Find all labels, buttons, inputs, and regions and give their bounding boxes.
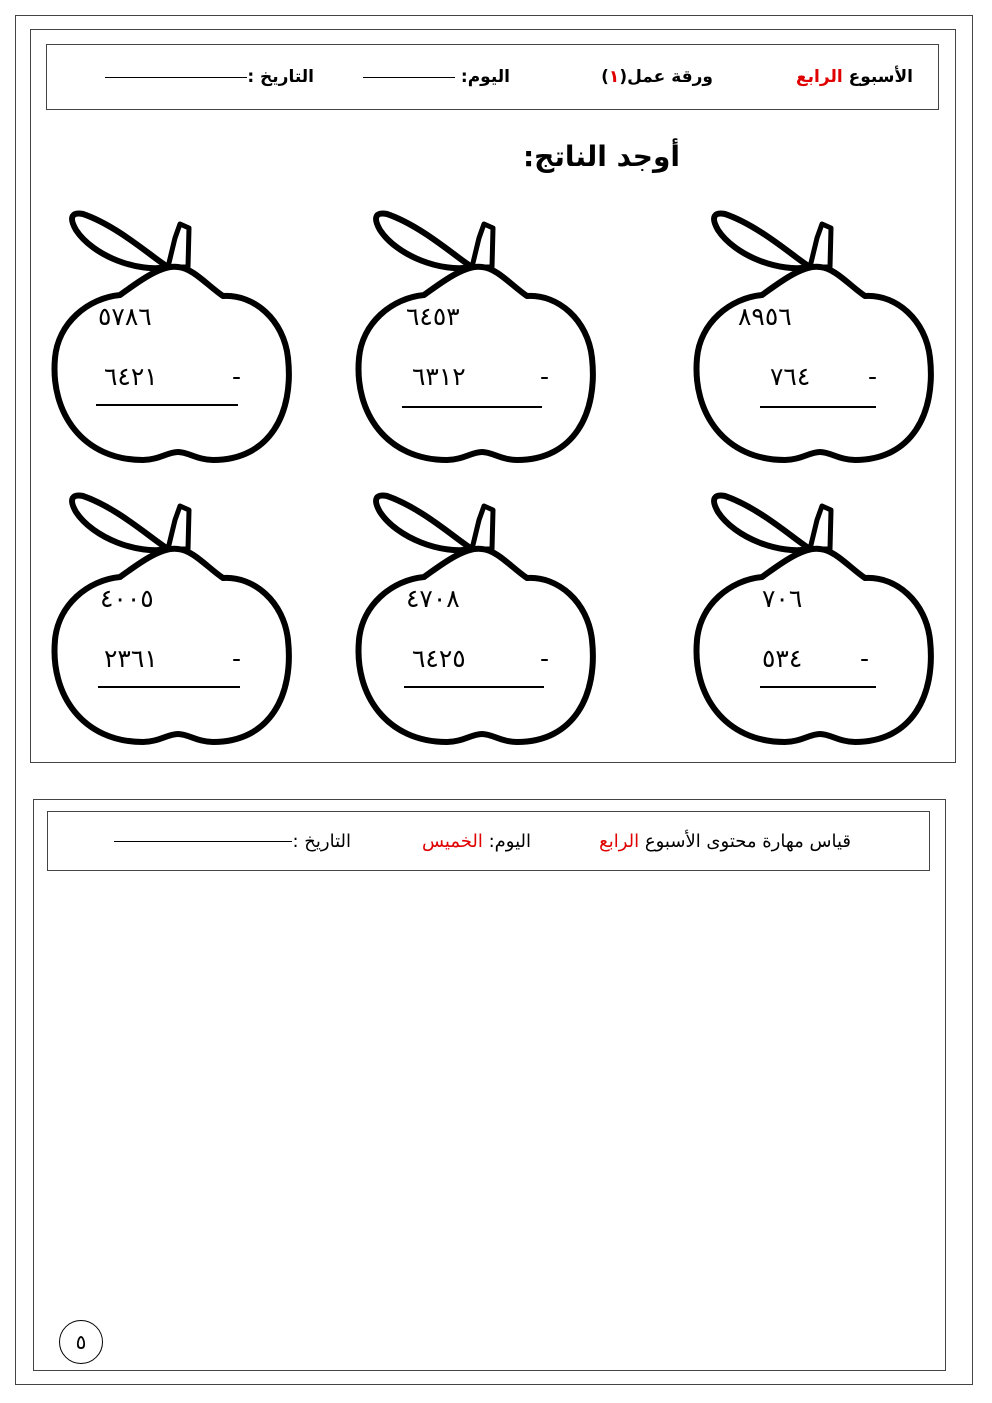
date-field bbox=[105, 45, 314, 109]
day-blank[interactable] bbox=[363, 76, 455, 78]
date-blank[interactable] bbox=[105, 76, 247, 78]
answer-line[interactable] bbox=[96, 404, 238, 406]
assessment-day bbox=[422, 812, 531, 870]
apple-problem bbox=[352, 208, 602, 480]
minus-sign: - bbox=[860, 644, 870, 673]
subtrahend: ٦٤٢١ bbox=[104, 362, 158, 391]
worksheet-header bbox=[46, 44, 939, 110]
subtrahend: ٧٦٤ bbox=[770, 362, 811, 391]
sheet-number: ١ bbox=[608, 67, 620, 87]
minuend: ٧٠٦ bbox=[762, 584, 803, 613]
apple-icon bbox=[690, 208, 940, 480]
subtrahend: ٦٣١٢ bbox=[412, 362, 466, 391]
apple-icon bbox=[48, 208, 298, 480]
answer-line[interactable] bbox=[760, 686, 876, 688]
page-number: ٥ bbox=[59, 1320, 103, 1364]
answer-line[interactable] bbox=[98, 686, 240, 688]
minus-sign: - bbox=[232, 362, 242, 391]
assessment-title bbox=[599, 812, 851, 870]
apple-icon bbox=[690, 490, 940, 762]
assessment-date-label: التاريخ : bbox=[292, 830, 351, 852]
apple-problem bbox=[352, 490, 602, 762]
apple-problem bbox=[48, 490, 298, 762]
minus-sign: - bbox=[232, 644, 242, 673]
answer-line[interactable] bbox=[404, 686, 544, 688]
sheet-title bbox=[601, 45, 713, 109]
minuend: ٥٧٨٦ bbox=[98, 302, 152, 331]
minus-sign: - bbox=[868, 362, 878, 391]
answer-line[interactable] bbox=[402, 406, 542, 408]
minuend: ٤٠٠٥ bbox=[100, 584, 154, 613]
apple-problem bbox=[690, 208, 940, 480]
assessment-day-value: الخميس bbox=[421, 830, 483, 852]
sheet-label: ورقة عمل bbox=[627, 67, 713, 87]
apple-icon bbox=[48, 490, 298, 762]
week-label: الأسبوع bbox=[848, 67, 913, 87]
assessment-date bbox=[114, 812, 351, 870]
answer-line[interactable] bbox=[760, 406, 876, 408]
week-value: الرابع bbox=[796, 67, 843, 87]
assessment-title-label: قياس مهارة محتوى الأسبوع bbox=[644, 830, 851, 852]
subtrahend: ٢٣٦١ bbox=[104, 644, 158, 673]
apple-problem bbox=[690, 490, 940, 762]
sheet-open-paren: ( bbox=[619, 67, 628, 87]
day-label: اليوم: bbox=[460, 67, 510, 87]
assessment-header bbox=[47, 811, 930, 871]
minus-sign: - bbox=[540, 362, 550, 391]
apple-problem bbox=[48, 208, 298, 480]
assessment-date-blank[interactable] bbox=[114, 840, 292, 842]
apple-icon bbox=[352, 208, 602, 480]
date-label: التاريخ : bbox=[247, 67, 314, 87]
subtrahend: ٥٣٤ bbox=[762, 644, 803, 673]
apple-icon bbox=[352, 490, 602, 762]
week-title bbox=[796, 45, 913, 109]
assessment-day-label: اليوم: bbox=[488, 830, 531, 852]
day-field bbox=[363, 45, 510, 109]
instruction: أوجد الناتج: bbox=[522, 140, 680, 173]
subtrahend: ٦٤٢٥ bbox=[412, 644, 466, 673]
minus-sign: - bbox=[540, 644, 550, 673]
minuend: ٦٤٥٣ bbox=[406, 302, 460, 331]
minuend: ٨٩٥٦ bbox=[738, 302, 792, 331]
minuend: ٤٧٠٨ bbox=[406, 584, 460, 613]
sheet-close-paren: ) bbox=[601, 67, 609, 87]
assessment-panel bbox=[33, 799, 946, 1371]
assessment-week-value: الرابع bbox=[599, 830, 640, 852]
